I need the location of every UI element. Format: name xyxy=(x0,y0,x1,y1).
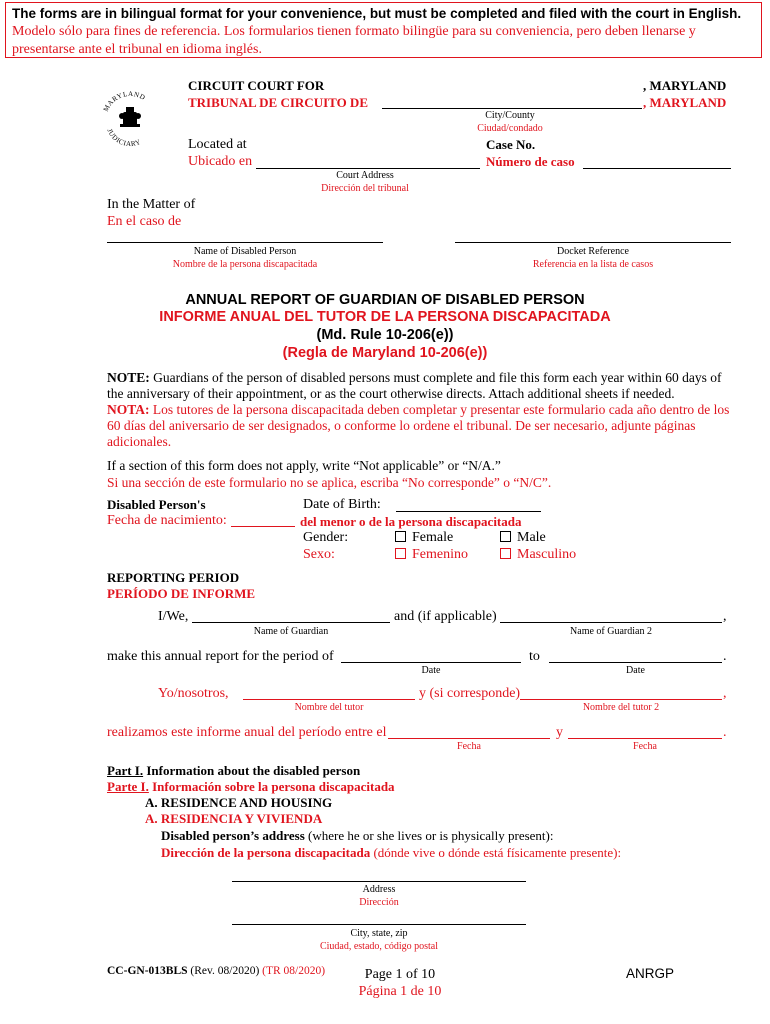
and-if-applicable-label: and (if applicable) xyxy=(394,609,497,624)
nota-text: Los tutores de la persona discapacitada deben completar y presentar este formulario cada año dentro de los 60 días del aniversario de ser designados, o conforme lo ordene el tribunal. De ser necesario, adjunte páginas adicionales. xyxy=(107,402,730,449)
female-label: Female xyxy=(412,530,454,545)
en-el-caso-label: En el caso de xyxy=(107,214,182,229)
disabled-persons-label: Disabled Person's xyxy=(107,497,206,512)
periodo-informe-heading: PERÍODO DE INFORME xyxy=(107,586,256,601)
docket-ref-caption: Docket Reference xyxy=(557,246,629,257)
direccion-instruction-rest: (dónde vive o dónde está físicamente presente): xyxy=(370,845,622,860)
city-county-caption: City/County xyxy=(485,110,535,121)
to-label: to xyxy=(529,649,540,664)
seal-top-text: MARYLAND xyxy=(101,89,147,113)
note-label: NOTE: xyxy=(107,370,150,385)
page-number-es: Página 1 de 10 xyxy=(358,984,442,999)
guardian-name-field[interactable] xyxy=(192,622,390,623)
femenino-option[interactable] xyxy=(395,547,468,563)
female-checkbox[interactable] xyxy=(395,531,406,542)
rule-citation-es: (Regla de Maryland 10-206(e)) xyxy=(282,345,488,361)
direccion-instruction xyxy=(161,845,621,861)
address-caption: Address xyxy=(362,884,396,895)
period-end-field[interactable] xyxy=(549,662,722,663)
maryland-label: , MARYLAND xyxy=(643,78,727,93)
yo-nosotros-label: Yo/nosotros, xyxy=(158,686,229,701)
note-text: Guardians of the person of disabled persons must complete and file this form each year within 60 days of the anniversary of their appointment, or as the court otherwise directs. Attach additional sheets if needed. xyxy=(107,370,722,401)
fecha-field-line xyxy=(231,526,295,527)
residence-heading: A. RESIDENCE AND HOUSING xyxy=(145,795,333,810)
parte1-label: Parte I. xyxy=(107,779,149,794)
date-caption-end: Date xyxy=(626,665,645,676)
na-instruction-es: Si una sección de este formulario no se aplica, escriba “No corresponde” o “N/C”. xyxy=(107,475,552,490)
nombre-tutor2-caption: Nombre del tutor 2 xyxy=(582,702,660,713)
fecha-inicio-field[interactable] xyxy=(388,738,550,739)
note-english xyxy=(107,370,737,402)
bilingual-notice-banner xyxy=(5,2,762,58)
name-disabled-caption: Name of Disabled Person xyxy=(193,246,297,257)
city-caption: City, state, zip xyxy=(350,928,408,939)
female-option[interactable] xyxy=(395,530,453,546)
date-of-birth-label: Date of Birth: xyxy=(303,497,381,512)
direccion-instruction-bold: Dirección de la persona discapacitada xyxy=(161,845,371,860)
realizamos-label: realizamos este informe anual del período entre el xyxy=(107,725,387,740)
circuit-court-label: CIRCUIT COURT FOR xyxy=(188,78,325,93)
date-caption-start: Date xyxy=(421,665,441,676)
nota-label: NOTA: xyxy=(107,402,150,417)
name-disabled-caption-es: Nombre de la persona discapacitada xyxy=(172,259,318,270)
name-guardian2-caption: Name of Guardian 2 xyxy=(570,626,652,637)
fecha-fin-field[interactable] xyxy=(568,738,722,739)
fecha-nacimiento-label: Fecha de nacimiento: xyxy=(107,513,227,528)
fecha-caption-end: Fecha xyxy=(633,741,657,752)
male-option[interactable] xyxy=(500,530,546,546)
form-title: ANNUAL REPORT OF GUARDIAN OF DISABLED PERSON xyxy=(185,292,585,308)
court-address-caption: Court Address xyxy=(336,170,394,181)
date-of-birth-field[interactable] xyxy=(396,511,541,512)
address-instruction-bold: Disabled person’s address xyxy=(161,828,305,843)
name-guardian-caption: Name of Guardian xyxy=(253,626,329,637)
form-code-anrgp: ANRGP xyxy=(626,966,675,981)
court-address-field[interactable] xyxy=(256,168,480,169)
banner-english: The forms are in bilingual format for your convenience, but must be completed and filed with the court in English. xyxy=(12,6,742,21)
svg-text:JUDICIARY xyxy=(105,128,142,149)
reporting-period-heading: REPORTING PERIOD xyxy=(107,570,240,585)
nombre-tutor2-field[interactable] xyxy=(520,699,722,700)
sexo-label: Sexo: xyxy=(303,547,335,562)
in-the-matter-label: In the Matter of xyxy=(107,197,196,212)
maryland-es-label: , MARYLAND xyxy=(643,95,727,110)
form-rev: (Rev. 08/2020) xyxy=(187,965,263,977)
guardian2-name-field[interactable] xyxy=(500,622,722,623)
part1-title: Information about the disabled person xyxy=(143,763,361,778)
parte1-title: Información sobre la persona discapacitada xyxy=(148,779,395,794)
femenino-label: Femenino xyxy=(412,547,468,562)
femenino-checkbox[interactable] xyxy=(395,548,406,559)
tribunal-label: TRIBUNAL DE CIRCUITO DE xyxy=(188,95,368,110)
masculino-option[interactable] xyxy=(500,547,576,563)
gender-label: Gender: xyxy=(303,530,349,545)
male-checkbox[interactable] xyxy=(500,531,511,542)
city-county-caption-es: Ciudad/condado xyxy=(477,123,543,134)
page-number: Page 1 of 10 xyxy=(364,967,436,982)
na-instruction: If a section of this form does not apply, write “Not applicable” or “N/A.” xyxy=(107,458,501,473)
form-number xyxy=(107,965,325,977)
masculino-checkbox[interactable] xyxy=(500,548,511,559)
y-label: y xyxy=(556,725,563,740)
address-instruction-rest: (where he or she lives or is physically present): xyxy=(304,828,554,843)
rule-citation: (Md. Rule 10-206(e)) xyxy=(316,327,454,343)
numero-caso-label: Número de caso xyxy=(486,154,575,169)
male-label: Male xyxy=(517,530,546,545)
y-si-corresponde-label: y (si corresponde) xyxy=(419,686,521,701)
seal-bottom-text: JUDICIARY xyxy=(105,127,143,149)
case-no-label: Case No. xyxy=(486,137,536,152)
docket-reference-field[interactable] xyxy=(455,242,731,243)
fecha-caption-start: Fecha xyxy=(457,741,481,752)
address-instruction xyxy=(161,828,553,844)
iwe-label: I/We, xyxy=(158,609,189,624)
disabled-person-name-field[interactable] xyxy=(107,242,383,243)
comma: , xyxy=(723,609,727,624)
svg-text:MARYLAND xyxy=(102,90,147,113)
del-menor-label: del menor o de la persona discapacitada xyxy=(300,514,522,529)
part1-label: Part I. xyxy=(107,763,144,778)
make-report-label: make this annual report for the period of xyxy=(107,649,334,664)
parte1-heading xyxy=(107,779,395,795)
city-state-zip-field[interactable] xyxy=(232,924,526,925)
masculino-label: Masculino xyxy=(517,547,577,562)
maryland-judiciary-seal xyxy=(100,86,160,156)
address-caption-es: Dirección xyxy=(359,897,399,908)
nombre-tutor-caption: Nombre del tutor xyxy=(294,702,364,713)
address-field[interactable] xyxy=(232,881,526,882)
city-caption-es: Ciudad, estado, código postal xyxy=(319,941,439,952)
docket-ref-caption-es: Referencia en la lista de casos xyxy=(532,259,654,270)
banner-spanish: Modelo sólo para fines de referencia. Los formularios tienen formato bilingüe para su conveniencia, pero deben llenarse y presentarse ante el tribunal en idioma inglés. xyxy=(12,24,696,57)
county-field[interactable] xyxy=(382,108,642,109)
form-code: CC-GN-013BLS xyxy=(107,965,188,977)
located-at-label: Located at xyxy=(188,137,247,152)
note-spanish xyxy=(107,402,737,450)
nombre-tutor-field[interactable] xyxy=(243,699,415,700)
form-title-es: INFORME ANUAL DEL TUTOR DE LA PERSONA DISCAPACITADA xyxy=(159,309,611,325)
form-tr: (TR 08/2020) xyxy=(262,965,326,977)
part1-heading xyxy=(107,763,360,779)
case-number-field[interactable] xyxy=(583,168,731,169)
period-start-field[interactable] xyxy=(341,662,521,663)
ubicado-en-label: Ubicado en xyxy=(188,154,253,169)
court-address-caption-es: Dirección del tribunal xyxy=(321,183,409,194)
residencia-heading: A. RESIDENCIA Y VIVIENDA xyxy=(145,811,323,826)
